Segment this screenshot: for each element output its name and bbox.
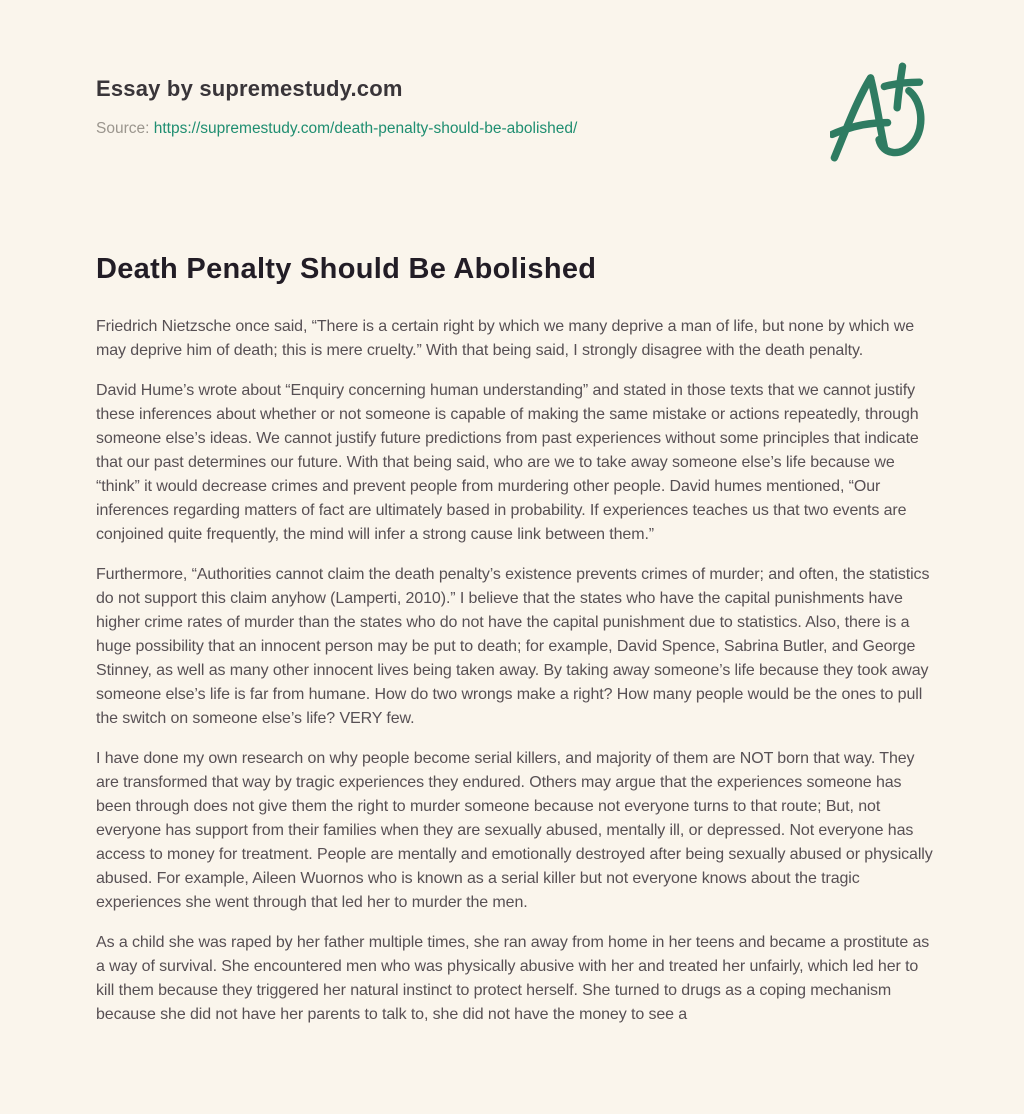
essay-paragraph-1: Friedrich Nietzsche once said, “There is a certain right by which we many deprive a man of life, but none by which we may deprive him of death; this is mere cruelty.” With that being said, I strongly disagree with the death penalty.	[96, 318, 915, 359]
a-plus-logo-icon	[830, 62, 926, 162]
essay-paragraph-4: I have done my own research on why people become serial killers, and majority of them are NOT born that way. They are transformed that way by tragic experiences they endured. Others may argue that the experiences someone has been through does not give them the right to murder someone because not everyone turns to that route; But, not everyone has support from their families when they are sexually abused, mentally ill, or depressed. Not everyone has access to money for treatment. People are mentally and emotionally destroyed after being sexually abused or physically abused. For example, Aileen Wuornos who is known as a serial killer but not everyone knows about the tragic experiences she went through that led her to murder the men.	[96, 750, 933, 911]
essay-body	[96, 315, 933, 1027]
source-label: Source:	[96, 120, 150, 137]
source-link[interactable]: https://supremestudy.com/death-penalty-should-be-abolished/	[153, 120, 578, 137]
byline: Essay by supremestudy.com	[96, 76, 403, 101]
essay-paragraph-2: David Hume’s wrote about “Enquiry concerning human understanding” and stated in those texts that we cannot justify these inferences about whether or not someone is capable of making the same mistake or actions repeatedly, through someone else’s ideas. We cannot justify future predictions from past experiences without some principles that indicate that our past determines our future. With that being said, who are we to take away someone else’s life because we “think” it would decrease crimes and prevent people from murdering other people. David humes mentioned, “Our inferences regarding matters of fact are ultimately based in probability. If experiences teaches us that two events are conjoined quite frequently, the mind will infer a strong cause link between them.”	[96, 382, 919, 543]
essay-paragraph-5: As a child she was raped by her father multiple times, she ran away from home in her teens and became a prostitute as a way of survival. She encountered men who was physically abusive with her and treated her unfairly, which led her to kill them because they triggered her natural instinct to protect herself. She turned to drugs as a coping mechanism because she did not have her parents to talk to, she did not have the money to see a	[96, 934, 930, 1023]
essay-paragraph-3: Furthermore, “Authorities cannot claim the death penalty’s existence prevents crimes of murder; and often, the statistics do not support this claim anyhow (Lamperti, 2010).” I believe that the states who have the capital punishments have higher crime rates of murder than the states who do not have the capital punishment due to statistics. Also, there is a huge possibility that an innocent person may be put to death; for example, David Spence, Sabrina Butler, and George Stinney, as well as many other innocent lives being taken away. By taking away someone’s life because they took away someone else’s life is far from humane. How do two wrongs make a right? How many people would be the ones to pull the switch on someone else’s life? VERY few.	[96, 566, 930, 727]
essay-title: Death Penalty Should Be Abolished	[96, 253, 597, 285]
source-line	[96, 120, 928, 138]
